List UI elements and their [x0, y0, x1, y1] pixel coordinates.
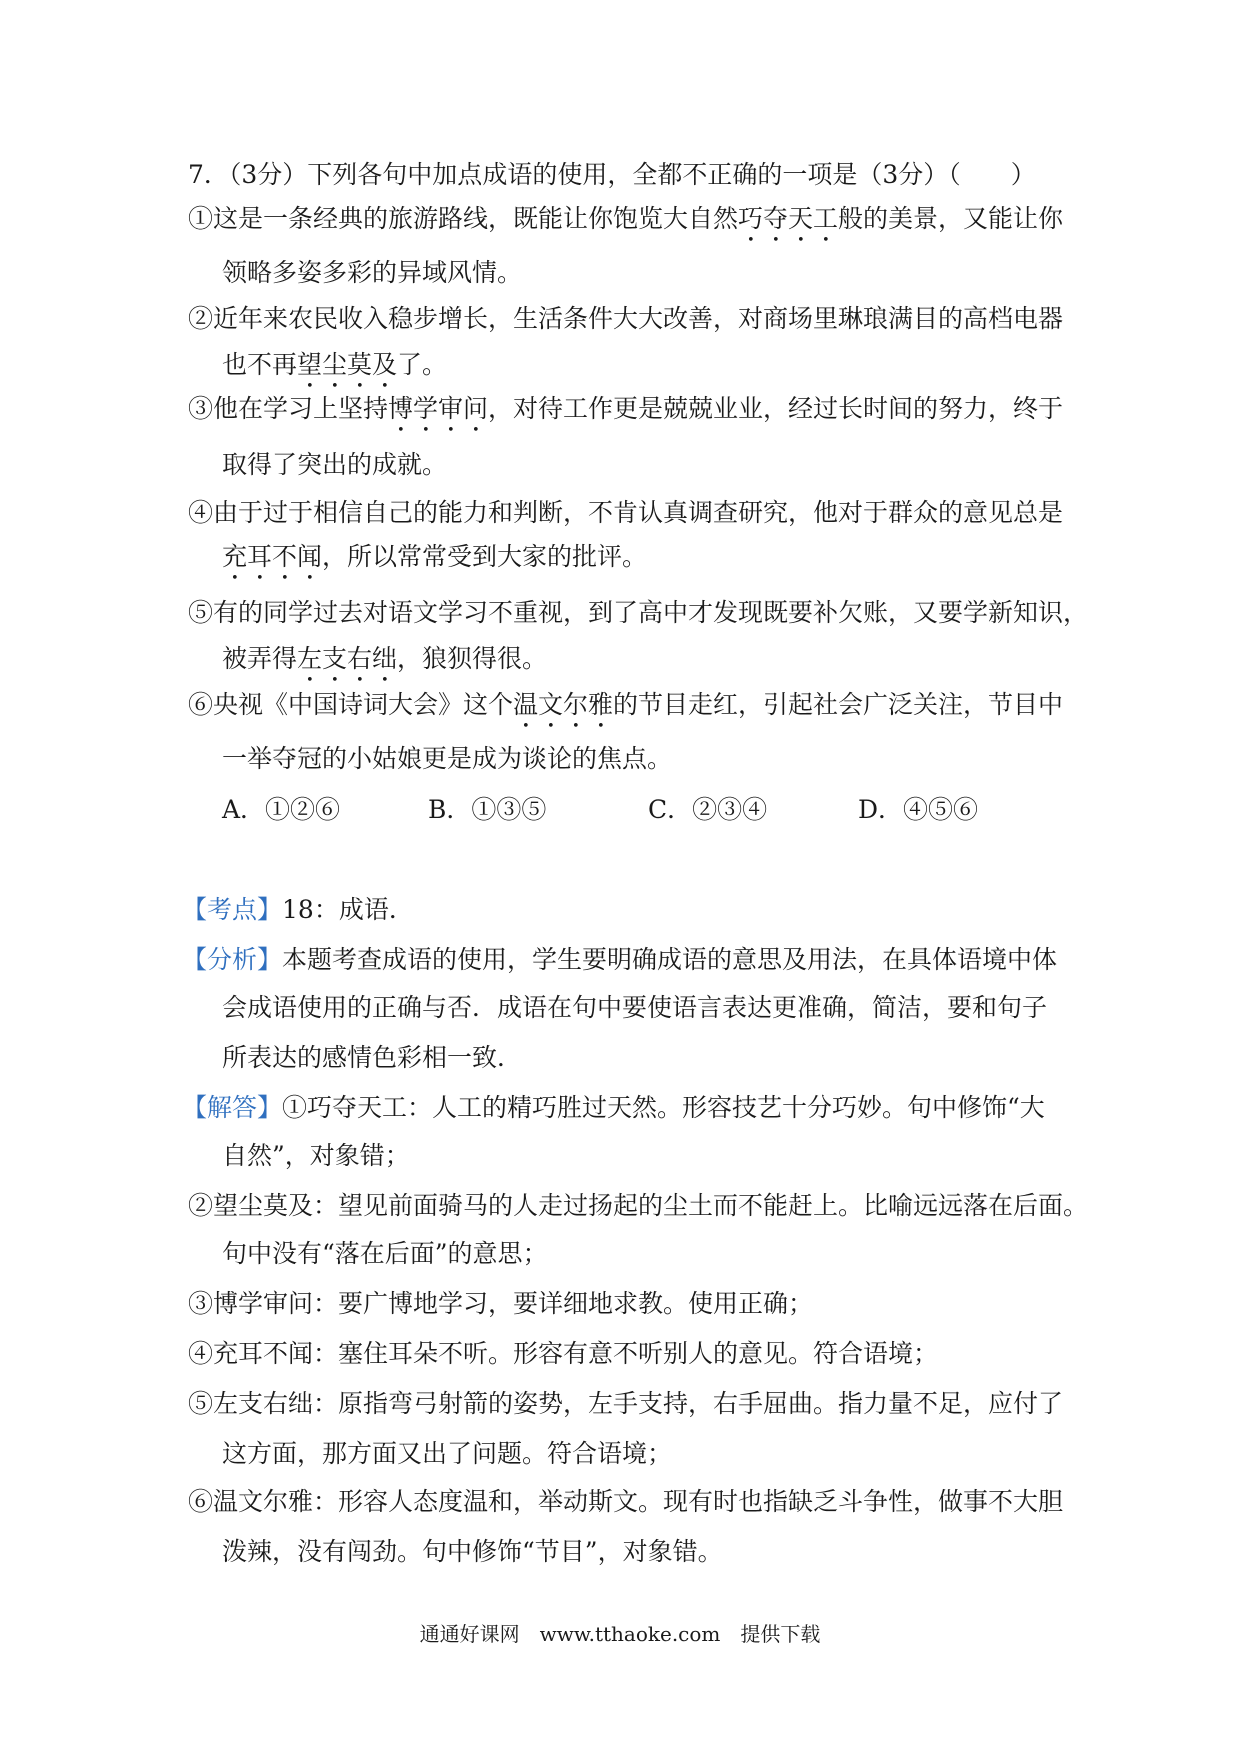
kaodian-line: 【考点】18：成语．	[182, 895, 414, 924]
option-b: B．①③⑤	[428, 795, 547, 824]
emphasized-idiom: 充耳不闻	[222, 542, 323, 571]
jieda-line-4: 句中没有“落在后面”的意思；	[222, 1239, 548, 1268]
option-a: A．①②⑥	[222, 795, 341, 824]
option-d: D．④⑤⑥	[858, 795, 979, 824]
jieda-line-8: 这方面，那方面又出了问题。符合语境；	[222, 1439, 673, 1468]
jieda-line-5: ③博学审问：要广博地学习，要详细地求教。使用正确；	[188, 1289, 814, 1318]
item-4-cont: 充耳不闻，所以常常受到大家的批评。	[222, 542, 648, 571]
jieda-line-3: ②望尘莫及：望见前面骑马的人走过扬起的尘土而不能赶上。比喻远远落在后面。	[188, 1191, 1089, 1220]
item-6-cont: 一举夺冠的小姑娘更是成为谈论的焦点。	[222, 744, 673, 773]
item-1-cont: 领略多姿多彩的异域风情。	[222, 258, 523, 287]
kaodian-tag: 【考点】	[182, 895, 283, 924]
jieda-line-2: 自然”，对象错；	[222, 1141, 410, 1170]
jieda-line-1: 【解答】①巧夺天工：人工的精巧胜过天然。形容技艺十分巧妙。句中修饰“大	[182, 1093, 1045, 1122]
option-c: C．②③④	[648, 795, 768, 824]
item-5: ⑤有的同学过去对语文学习不重视，到了高中才发现既要补欠账，又要学新知识，	[188, 598, 1089, 627]
fenxi-tag: 【分析】	[182, 945, 283, 974]
item-1: ①这是一条经典的旅游路线，既能让你饱览大自然巧夺天工般的美景，又能让你	[188, 204, 1064, 233]
fenxi-line-1: 【分析】本题考查成语的使用，学生要明确成语的意思及用法，在具体语境中体	[182, 945, 1058, 974]
emphasized-idiom: 望尘莫及	[297, 350, 398, 379]
jieda-line-10: 泼辣，没有闯劲。句中修饰“节目”，对象错。	[222, 1537, 723, 1566]
page-footer: 通通好课网 www.tthaoke.com 提供下载	[419, 1622, 821, 1646]
fenxi-line-2: 会成语使用的正确与否．成语在句中要使语言表达更准确，简洁，要和句子	[222, 993, 1048, 1022]
item-2: ②近年来农民收入稳步增长，生活条件大大改善，对商场里琳琅满目的高档电器	[188, 304, 1064, 333]
emphasized-idiom: 博学审问	[388, 394, 489, 423]
item-5-cont: 被弄得左支右绌，狼狈得很。	[222, 644, 548, 673]
fenxi-line-3: 所表达的感情色彩相一致．	[222, 1043, 523, 1072]
jieda-line-6: ④充耳不闻：塞住耳朵不听。形容有意不听别人的意见。符合语境；	[188, 1339, 939, 1368]
emphasized-idiom: 左支右绌	[297, 644, 398, 673]
item-6: ⑥央视《中国诗词大会》这个温文尔雅的节目走红，引起社会广泛关注，节目中	[188, 690, 1064, 719]
emphasized-idiom: 巧夺天工	[738, 204, 839, 233]
item-3-cont: 取得了突出的成就。	[222, 450, 448, 479]
jieda-line-7: ⑤左支右绌：原指弯弓射箭的姿势，左手支持，右手屈曲。指力量不足，应付了	[188, 1389, 1064, 1418]
emphasized-idiom: 温文尔雅	[513, 690, 614, 719]
item-2-cont: 也不再望尘莫及了。	[222, 350, 448, 379]
jieda-tag: 【解答】	[182, 1093, 283, 1122]
item-4: ④由于过于相信自己的能力和判断，不肯认真调查研究，他对于群众的意见总是	[188, 498, 1064, 527]
item-3: ③他在学习上坚持博学审问，对待工作更是兢兢业业，经过长时间的努力，终于	[188, 394, 1064, 423]
jieda-line-9: ⑥温文尔雅：形容人态度温和，举动斯文。现有时也指缺乏斗争性，做事不大胆	[188, 1487, 1064, 1516]
question-stem: 7．（3分）下列各句中加点成语的使用，全都不正确的一项是（3分）（ ）	[188, 160, 1036, 189]
